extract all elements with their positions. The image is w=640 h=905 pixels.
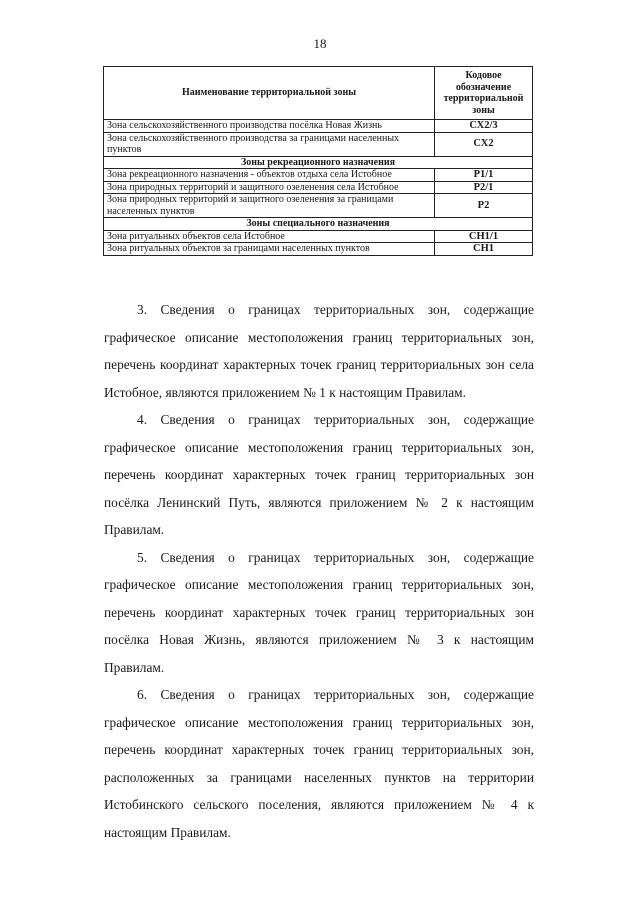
zone-name-cell: Зона ритуальных объектов за границами населенных пунктов [104, 243, 435, 256]
zone-name-cell: Зона сельскохозяйственного производства за границами населенных пунктов [104, 132, 435, 156]
section-heading: Зоны рекреационного назначения [104, 156, 533, 169]
zone-code-cell: СН1 [435, 243, 533, 256]
table-row [104, 194, 533, 218]
zone-name-cell: Зона природных территорий и защитного озеленения села Истобное [104, 181, 435, 194]
zone-code-cell: СН1/1 [435, 230, 533, 243]
page-number: 18 [313, 36, 327, 51]
zone-code-cell: СХ2/3 [435, 120, 533, 133]
zones-table [103, 66, 533, 256]
section-heading: Зоны специального назначения [104, 218, 533, 231]
header-zone-code: Кодовое обозначение территориальной зоны [435, 67, 533, 120]
paragraph: 6. Сведения о границах территориальных зон, содержащие графическое описание местоположения границ территориальных зон, перечень координат характерных точек границ территориальных зон, расположенных за границами населенных пунктов на территории Истобинского сельского поселения, являются приложением № 4 к настоящим Правилам. [104, 687, 534, 840]
section-row [104, 156, 533, 169]
zone-name-cell: Зона природных территорий и защитного озеленения за границами населенных пунктов [104, 194, 435, 218]
zone-name-cell: Зона ритуальных объектов села Истобное [104, 230, 435, 243]
table-row [104, 120, 533, 133]
table-row [104, 230, 533, 243]
zone-code-cell: СХ2 [435, 132, 533, 156]
zone-code-cell: Р2/1 [435, 181, 533, 194]
zone-code-cell: Р1/1 [435, 169, 533, 182]
zone-name-cell: Зона сельскохозяйственного производства посёлка Новая Жизнь [104, 120, 435, 133]
paragraph: 5. Сведения о границах территориальных зон, содержащие графическое описание местоположения границ территориальных зон, перечень координат характерных точек границ территориальных зон посёлка Новая Жизнь, являются приложением № 3 к настоящим Правилам. [104, 549, 534, 675]
paragraph: 3. Сведения о границах территориальных зон, содержащие графическое описание местоположения границ территориальных зон, перечень координат характерных точек границ территориальных зон села Истобное, являются приложением № 1 к настоящим Правилам. [104, 302, 534, 400]
body-text [104, 296, 534, 846]
zone-name-cell: Зона рекреационного назначения - объектов отдыха села Истобное [104, 169, 435, 182]
table-row [104, 169, 533, 182]
table-row [104, 243, 533, 256]
zone-code-cell: Р2 [435, 194, 533, 218]
table-row [104, 181, 533, 194]
table-row [104, 132, 533, 156]
table-header-row [104, 67, 533, 120]
section-row [104, 218, 533, 231]
paragraph: 4. Сведения о границах территориальных зон, содержащие графическое описание местоположения границ территориальных зон, перечень координат характерных точек границ территориальных зон посёлка Ленинский Путь, являются приложением № 2 к настоящим Правилам. [104, 412, 534, 537]
header-zone-name: Наименование территориальной зоны [104, 67, 435, 120]
